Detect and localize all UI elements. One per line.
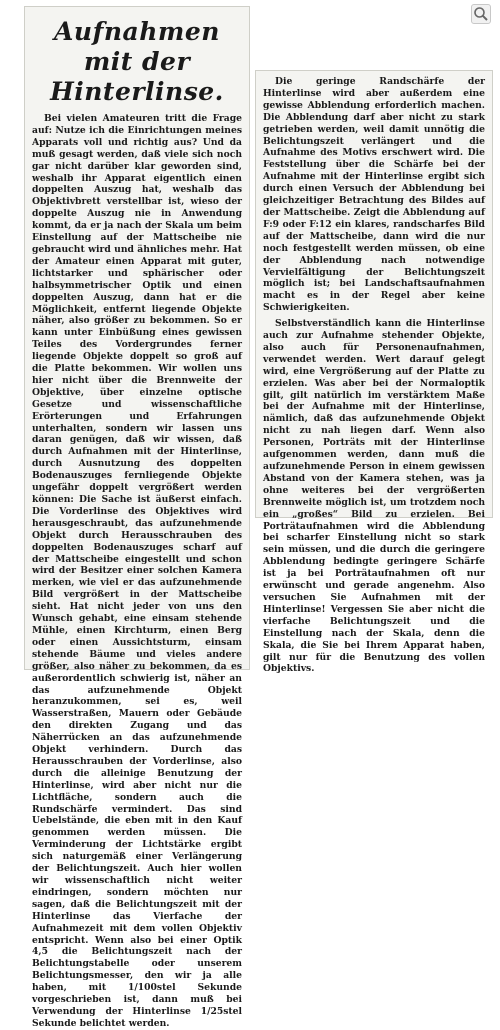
right-paragraph-1: Die geringe Randschärfe der Hinterlinse wird aber außerdem eine gewisse Abblendung erforderlich machen. Die Abblendung darf aber nicht zu stark getrieben werden, weil damit unnötig die Belichtungszeit verlängert und die Aufnahme des Motivs erschwert wird. Die Feststellung über die Schärfe bei der Aufnahme mit der Hinterlinse ergibt sich durch einen Versuch der Abblendung bei gleichzeitiger Betrachtung des Bildes auf der Mattscheibe. Zeigt die Abblendung auf F:9 oder F:12 ein klares, randscharfes Bild auf der Mattscheibe, dann wird die nur noch festgestellt werden müssen, ob eine der Abblendung nach notwendige Vervielfältigung der Belichtungszeit möglich ist; bei Landschaftsaufnahmen macht es in der Regel aber keine Schwierigkeiten. <box>263 76 485 314</box>
clipping-right-column <box>255 70 493 675</box>
clipping-left-column <box>24 6 250 1029</box>
headline-line-1: Aufnahmen mit der <box>54 17 220 76</box>
right-paragraph-2: Selbstverständlich kann die Hinterlinse auch zur Aufnahme stehender Objekte, also auch für Personenaufnahmen, verwendet werden. Wert darauf gelegt wird, eine Vergrößerung auf der Platte zu erzielen. Was aber bei der Normaloptik gilt, gilt natürlich im verstärktem Maße bei der Aufnahme mit der Hinterlinse, nämlich, daß das aufzunehmende Objekt nicht zu nah liegen darf. Wenn also Personen, Porträts mit der Hinterlinse aufgenommen werden, dann muß die aufzunehmende Person in einem gewissen Abstand von der Kamera stehen, was ja ohne weiteres bei der vergrößerten Brennweite möglich ist, um trotzdem noch ein „großes“ Bild zu erzielen. Bei Porträtaufnahmen wird die Abblendung bei scharfer Einstellung nicht so stark sein müssen, und die durch die geringere Abblendung bedingte geringere Schärfe ist ja bei Porträtaufnahmen oft nur erwünscht und gerade angenehm. Also versuchen Sie Aufnahmen mit der Hinterlinse! Vergessen Sie aber nicht die vierfache Belichtungszeit und die Einstellung nach der Skala, denn die Skala, die Sie bei Ihrem Apparat haben, gilt nur für die Benutzung des vollen Objektivs. <box>263 318 485 675</box>
magnify-button[interactable] <box>471 4 491 24</box>
left-paragraph-1: Bei vielen Amateuren tritt die Frage auf: Nutze ich die Einrichtungen meines Apparats voll und richtig aus? Und da muß gesagt werden, daß viele sich noch gar nicht darüber klar geworden sind, weshalb ihr Apparat eigentlich einen doppelten Auszug hat, weshalb das Objektivbrett verstellbar ist, wieso der doppelte Auszug nie in Anwendung kommt, da er ja nach der Skala um beim Einstellung auf der Mattscheibe nie gebraucht wird und ähnliches mehr. Hat der Amateur einen Apparat mit guter, lichtstarker und sphärischer oder halbsymmetrischer Optik und einen doppelten Auszug, dann hat er die Möglichkeit, entfernt liegende Objekte näher, also größer zu bekommen. So er kann unter Einbüßung eines gewissen Teiles des Vordergrundes ferner liegende Objekte doppelt so groß auf die Platte bekommen. Wir wollen uns hier nicht über die Brennweite der Objektive, über einzelne optische Gesetze und wissenschaftliche Erörterungen und Erfahrungen unterhalten, sondern wir lassen uns daran genügen, daß wir wissen, daß durch Aufnahmen mit der Hinterlinse, durch Ausnutzung des doppelten Bodenauszuges fernliegende Objekte ungefähr doppelt vergrößert werden können: Die Sache ist äußerst einfach. Die Vorderlinse des Objektives wird herausgeschraubt, das aufzunehmende Objekt durch Herausschrauben des doppelten Bodenauszuges scharf auf der Mattscheibe eingestellt und schon wird der Besitzer einer solchen Kamera merken, wie viel er das aufzunehmende Bild vergrößert in der Mattscheibe sieht. Hat nicht jeder von uns den Wunsch gehabt, eine einsam stehende Mühle, einen Kirchturm, einen Berg oder einen Aussichtsturm, einsam stehende Bäume und vieles andere größer, also näher zu bekommen, da es außerordentlich schwierig ist, näher an das aufzunehmende Objekt heranzukommen, sei es, weil Wasserstraßen, Mauern oder Gebäude den direkten Zugang und das Näherrücken an das aufzunehmende Objekt verhindern. Durch das Herausschrauben der Vorderlinse, also durch die alleinige Benutzung der Hinterlinse, wird aber nicht nur die Lichtfläche, sondern auch die Rundschärfe vermindert. Das sind Uebelstände, die eben mit in den Kauf genommen werden müssen. Die Verminderung der Lichtstärke ergibt sich naturgemäß einer Verlängerung der Belichtungszeit. Auch hier wollen wir wissenschaftlich nicht weiter eindringen, sondern möchten nur sagen, daß die Belichtungszeit mit der Hinterlinse das Vierfache der Aufnahmezeit mit dem vollen Objektiv entspricht. Wenn also bei einer Optik 4,5 die Belichtungszeit nach der Belichtungstabelle oder unserem Belichtungsmesser, den wir ja alle haben, mit 1/100stel Sekunde vorgeschrieben ist, dann muß bei Verwendung der Hinterlinse 1/25stel Sekunde belichtet werden. <box>32 113 242 1029</box>
magnifier-icon <box>472 5 490 23</box>
headline-line-2: Hinterlinse. <box>50 77 224 106</box>
article-headline <box>32 17 242 107</box>
